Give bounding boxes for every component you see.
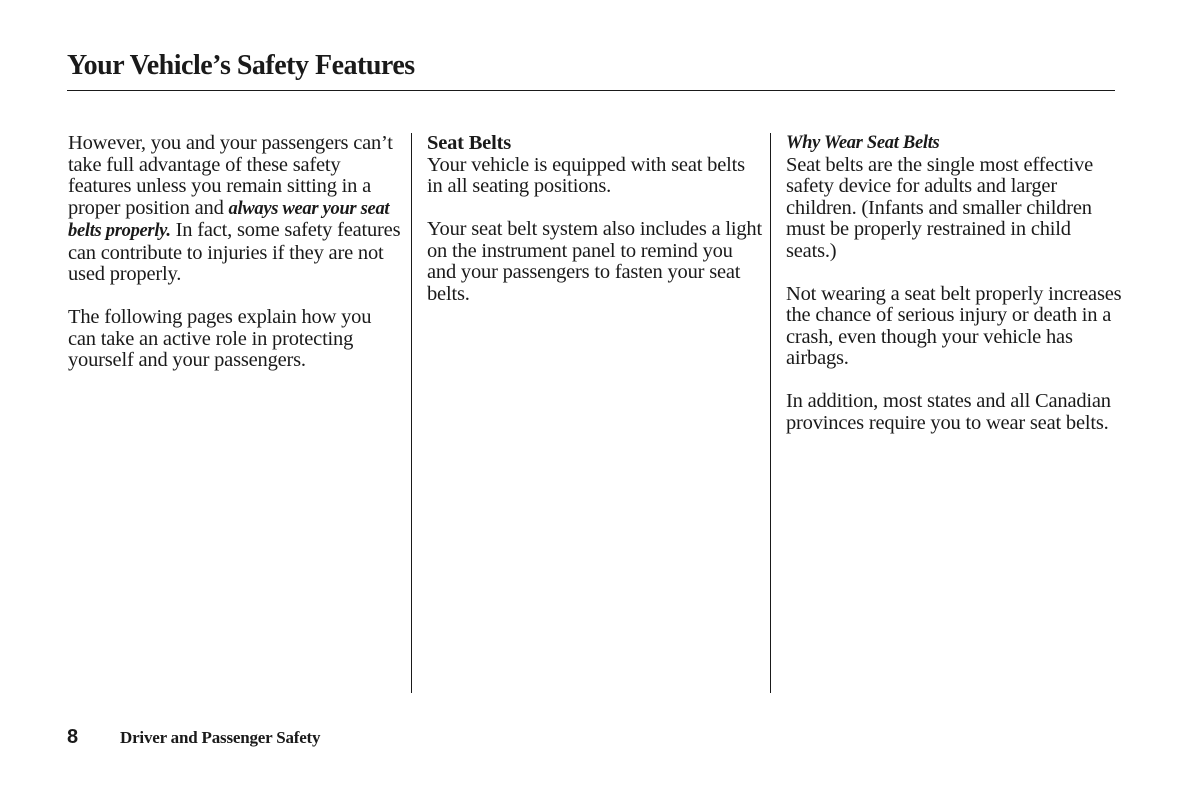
title-rule: [67, 90, 1115, 91]
column-divider: [770, 133, 771, 693]
subheading-why-wear-seat-belts: Why Wear Seat Belts: [786, 133, 940, 153]
why-wear-paragraph-2: Not wearing a seat belt properly increases the chance of serious injury or death in a crash, even though your vehicle has airbags.: [786, 282, 1122, 369]
seat-belts-paragraph-2: Your seat belt system also includes a light on the instrument panel to remind you and your passengers to fasten your seat belts.: [427, 218, 762, 305]
intro-text-tail: In fact, some safety features can contribute to injuries if they are not used properly.: [68, 219, 401, 285]
column-intro: [68, 133, 403, 393]
seat-belts-paragraph-1: Your vehicle is equipped with seat belts in all seating positions.: [427, 153, 745, 197]
intro-paragraph-2: The following pages explain how you can take an active role in protecting yourself and your passengers.: [68, 306, 372, 371]
footer-section-name: Driver and Passenger Safety: [120, 728, 321, 747]
seat-belt-emphasis: always wear your seat belts properly.: [68, 198, 390, 241]
page-title: Your Vehicle’s Safety Features: [67, 50, 415, 81]
column-seat-belts: [427, 133, 762, 327]
why-wear-paragraph-3: In addition, most states and all Canadian provinces require you to wear seat belts.: [786, 390, 1111, 434]
column-why-wear: [786, 133, 1126, 456]
section-heading-seat-belts: Seat Belts: [427, 132, 511, 154]
intro-paragraph-1: [68, 133, 403, 286]
column-divider: [411, 133, 412, 693]
intro-text: However, you and your passengers can’t take full advantage of these safety features unless you remain sitting in a proper position and: [68, 132, 393, 219]
page-number: 8: [67, 726, 79, 748]
why-wear-paragraph-1: Seat belts are the single most effective safety device for adults and larger children. (Infants and smaller children must be properly restrained in child seats.): [786, 153, 1093, 262]
